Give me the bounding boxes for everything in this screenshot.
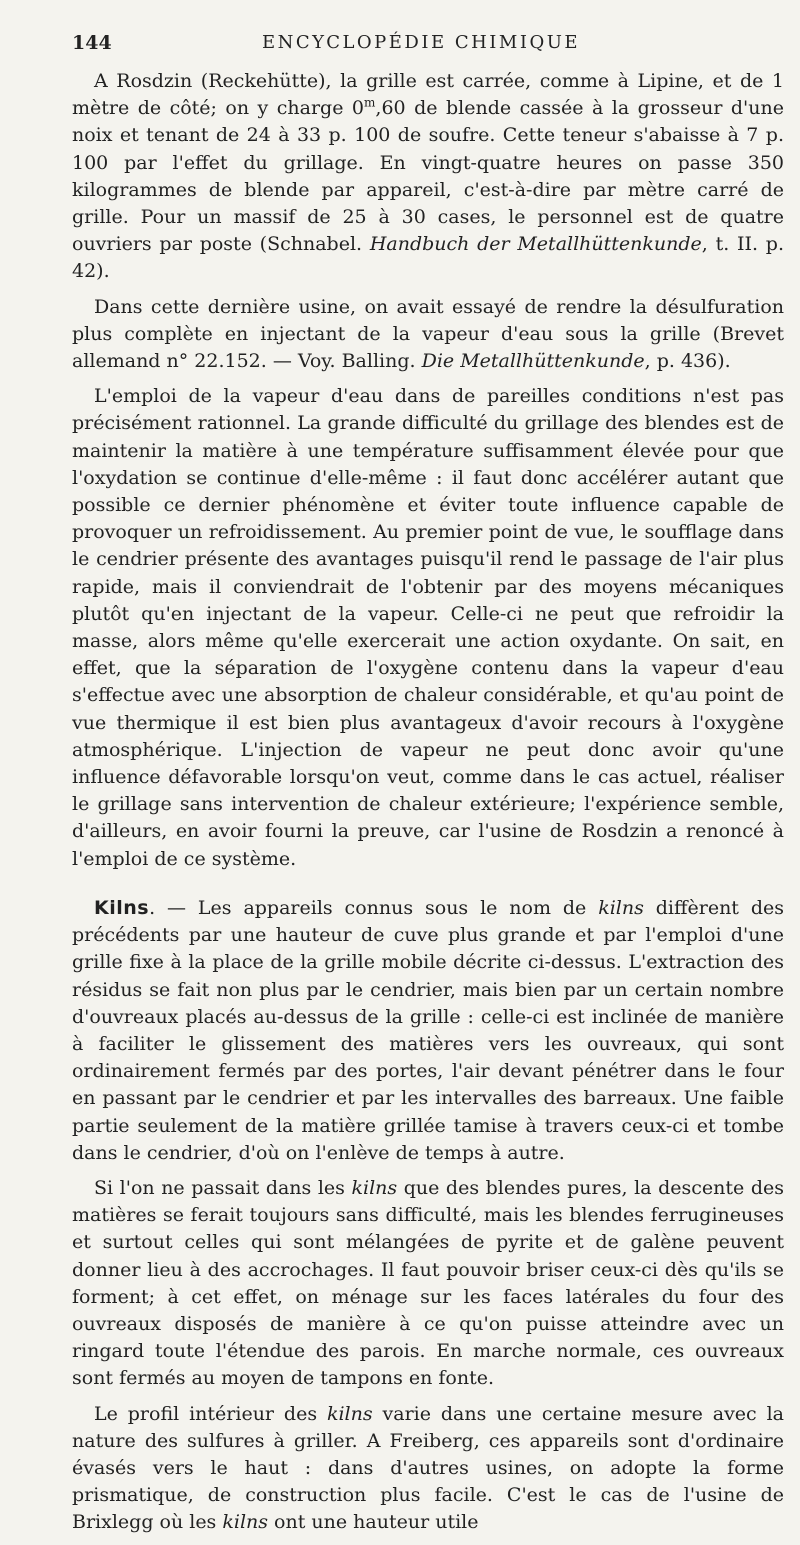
page-number: 144 xyxy=(72,32,112,54)
italic-text: kilns xyxy=(598,896,644,919)
section-paragraph xyxy=(72,895,784,1167)
text-run: A Rosdzin (Reckehütte), la grille est carrée, comme à Lipine, et de 1 mètre de côté; on y charge 0 xyxy=(72,70,784,120)
text-run: Si l'on ne passait dans les xyxy=(94,1176,352,1199)
text-run: Dans cette dernière usine, on avait essayé de rendre la désulfuration plus complète en injectant de la vapeur d'eau sous la grille (Brevet allemand n° 22.152. — Voy. Balling. xyxy=(72,295,784,373)
running-title: ENCYCLOPÉDIE CHIMIQUE xyxy=(261,32,581,53)
text-run: , p. 436). xyxy=(644,350,731,373)
body-paragraph xyxy=(72,68,784,286)
text-run: , t. II. p. 42). xyxy=(72,233,784,283)
body-paragraph xyxy=(72,1175,784,1393)
superscript: m xyxy=(364,95,376,110)
section-heading: Kilns xyxy=(94,896,150,919)
text-run: diffèrent des précédents par une hauteur de cuve plus grande et par l'emploi d'une grille fixe à la place de la grille mobile décrite ci-dessus. L'extraction des résidus se fait non plus par le cendrier, mais bien par un certain nombre d'ouvreaux placés au-dessus de la grille : celle-ci est inclinée de manière à faciliter le glissement des matières vers les ouvreaux, qui sont ordinairement fermés par des portes, l'air devant pénétrer dans le four en passant par le cendrier et par les intervalles des barreaux. Une faible partie seulement de la matière grillée tamise à travers ceux-ci et tombe dans le cendrier, d'où on l'enlève de temps à autre. xyxy=(72,896,784,1164)
italic-text: kilns xyxy=(351,1176,398,1199)
body-paragraph xyxy=(72,383,784,873)
italic-text: kilns xyxy=(222,1511,269,1534)
text-run: . — Les appareils connus sous le nom de xyxy=(149,896,599,919)
page-body xyxy=(72,68,784,1545)
body-paragraph xyxy=(72,294,784,376)
italic-text: Handbuch der Metallhüttenkunde xyxy=(369,233,702,256)
text-run: ,60 de blende cassée à la grosseur d'une noix et tenant de 24 à 33 p. 100 de soufre. Cette teneur s'abaisse à 7 p. 100 par l'effet du grillage. En vingt-quatre heures on passe 350 kilogrammes de blende par appareil, c'est-à-dire par mètre carré de grille. Pour un massif de 25 à 30 cases, le personnel est de quatre ouvriers par poste (Schnabel. xyxy=(72,97,784,256)
italic-text: Die Metallhüttenkunde xyxy=(421,350,645,373)
text-run: que des blendes pures, la descente des matières se ferait toujours sans difficulté, mais les blendes ferrugineuses et surtout celles qui sont mélangées de pyrite et de galène peuvent donner lieu à des accrochages. Il faut pouvoir briser ceux-ci dès qu'ils se forment; à cet effet, on ménage sur les faces latérales du four des ouvreaux disposés de manière à ce qu'on puisse atteindre avec un ringard toute l'étendue des parois. En marche normale, ces ouvreaux sont fermés au moyen de tampons en fonte. xyxy=(72,1176,784,1390)
text-run: Le profil intérieur des xyxy=(94,1402,327,1425)
text-run: L'emploi de la vapeur d'eau dans de pareilles conditions n'est pas précisément rationnel. La grande difficulté du grillage des blendes est de maintenir la matière à une température suffisamment élevée pour que l'oxydation se continue d'elle-même : il faut donc accélérer autant que possible ce dernier phénomène et éviter toute influence capable de provoquer un refroidissement. Au premier point de vue, le soufflage dans le cendrier présente des avantages puisqu'il rend le passage de l'air plus rapide, mais il conviendrait de l'obtenir par des moyens mécaniques plutôt qu'en injectant de la vapeur. Celle-ci ne peut que refroidir la masse, alors même qu'elle exercerait une action oxydante. On sait, en effet, que la séparation de l'oxygène contenu dans la vapeur d'eau s'effectue avec une absorption de chaleur considérable, et qu'au point de vue thermique il est bien plus avantageux d'avoir recours à l'oxygène atmosphérique. L'injection de vapeur ne peut donc avoir qu'une influence défavorable lorsqu'on veut, comme dans le cas actuel, réaliser le grillage sans intervention de chaleur extérieure; l'expérience semble, d'ailleurs, en avoir fourni la preuve, car l'usine de Rosdzin a renoncé à l'emploi de ce système. xyxy=(72,385,784,870)
text-run: varie dans une certaine mesure avec la nature des sulfures à griller. A Freiberg, ces appareils sont d'ordinaire évasés vers le haut : dans d'autres usines, on adopte la forme prismatique, de construction plus facile. C'est le cas de l'usine de Brixlegg où les xyxy=(72,1402,784,1534)
body-paragraph xyxy=(72,1401,784,1537)
italic-text: kilns xyxy=(326,1402,373,1425)
text-run: ont une hauteur utile xyxy=(268,1511,479,1534)
page-header xyxy=(72,32,770,62)
